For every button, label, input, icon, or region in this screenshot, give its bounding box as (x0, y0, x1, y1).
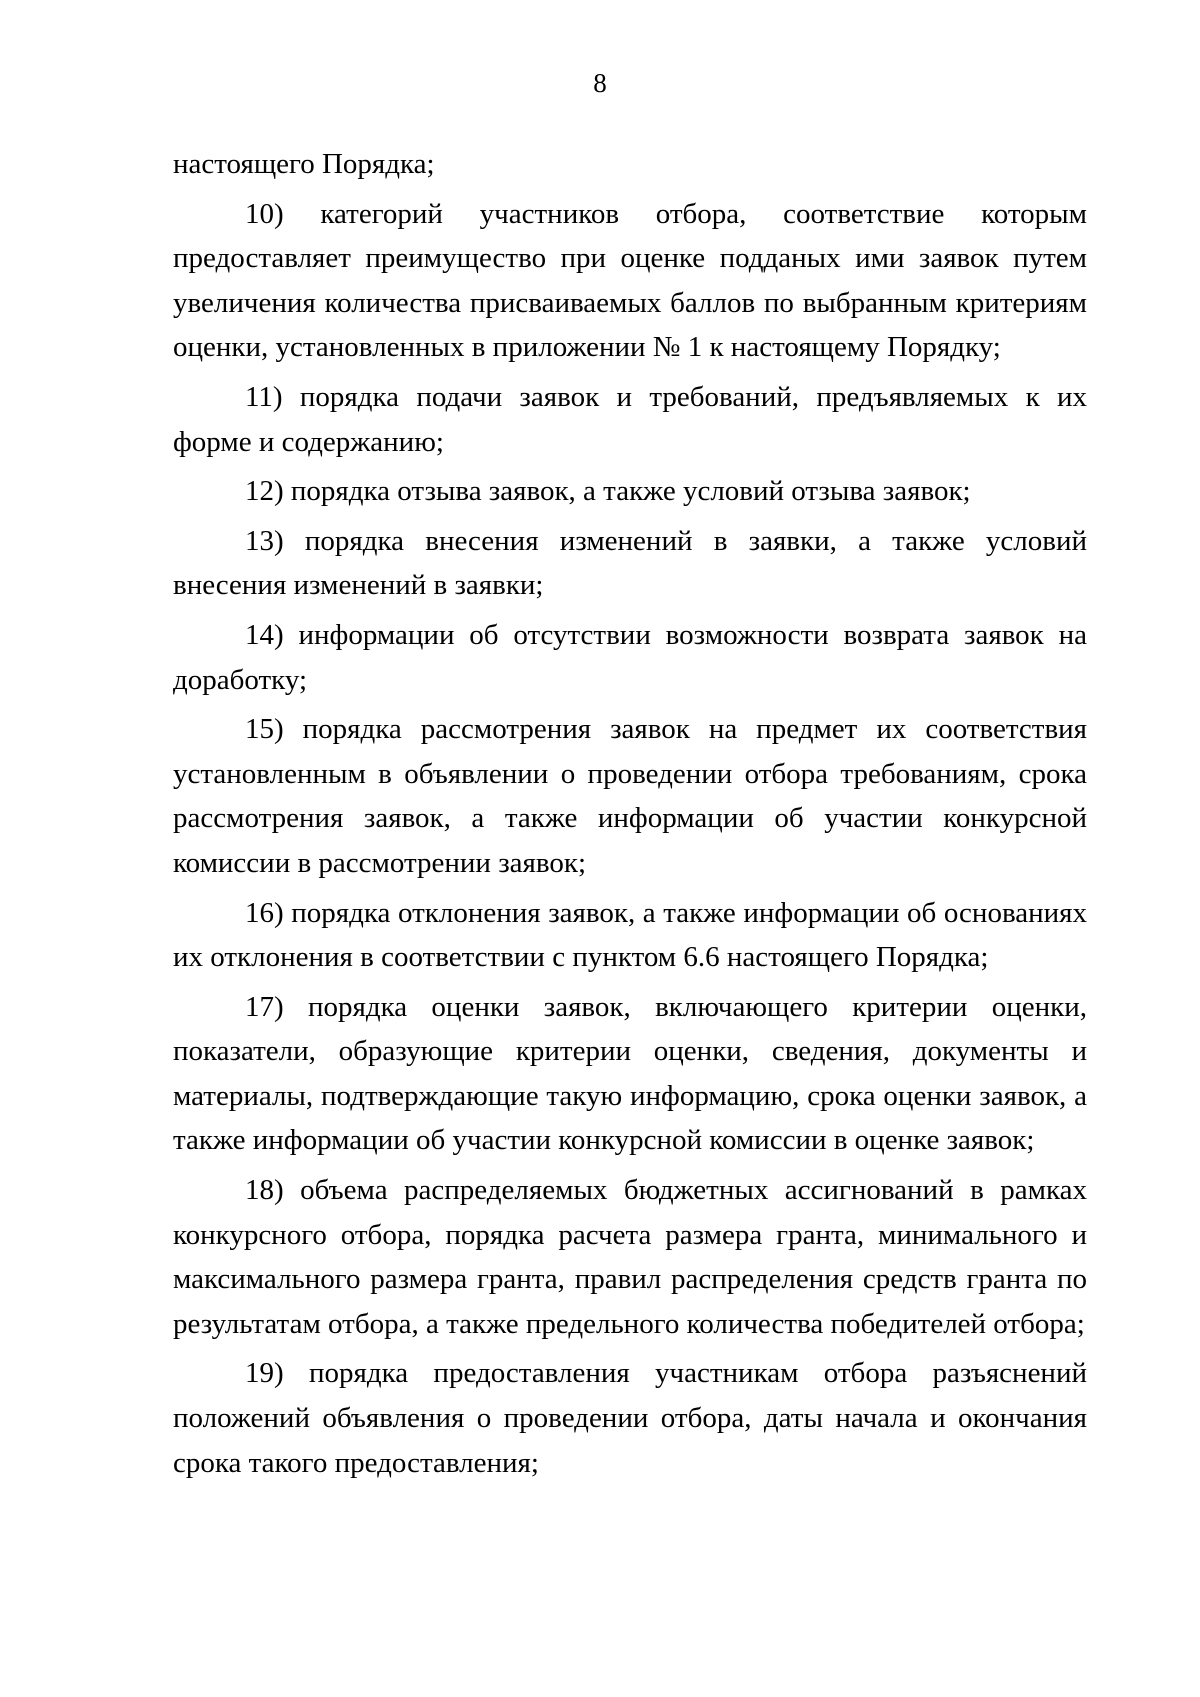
list-item-13: 13) порядка внесения изменений в заявки, а также условий внесения изменений в заявки; (173, 524, 1087, 602)
list-item-14: 14) информации об отсутствии возможности возврата заявок на доработку; (173, 618, 1087, 696)
list-item-17: 17) порядка оценки заявок, включающего критерии оценки, показатели, образующие критерии оценки, сведения, документы и материалы, подтверждающие такую информацию, срока оценки заявок, а также информации об участии конкурсной комиссии в оценке заявок; (173, 990, 1087, 1157)
list-item-18: 18) объема распределяемых бюджетных ассигнований в рамках конкурсного отбора, порядка расчета размера гранта, минимального и максимального размера гранта, правил распределения средств гранта по результатам отбора, а также предельного количества победителей отбора; (173, 1174, 1087, 1340)
list-item-12: 12) порядка отзыва заявок, а также условий отзыва заявок; (245, 475, 971, 508)
list-item-11: 11) порядка подачи заявок и требований, предъявляемых к их форме и содержанию; (173, 380, 1087, 458)
list-item-15: 15) порядка рассмотрения заявок на предмет их соответствия установленным в объявлении о проведении отбора требованиям, срока рассмотрения заявок, а также информации об участии конкурсной комиссии в рассмотрении заявок; (173, 713, 1087, 879)
list-item-16: 16) порядка отклонения заявок, а также информации об основаниях их отклонения в соответствии с пунктом 6.6 настоящего Порядка; (173, 896, 1087, 974)
list-item-19: 19) порядка предоставления участникам отбора разъяснений положений объявления о проведении отбора, даты начала и окончания срока такого предоставления; (173, 1357, 1087, 1479)
page-number: 8 (593, 68, 607, 98)
paragraph-continuation: настоящего Порядка; (173, 148, 435, 180)
list-item-10: 10) категорий участников отбора, соответствие которым предоставляет преимущество при оценке подданых ими заявок путем увеличения количества присваиваемых баллов по выбранным критериям оценки, установленных в приложении № 1 к настоящему Порядку; (173, 197, 1087, 364)
document-body (173, 142, 1087, 1490)
